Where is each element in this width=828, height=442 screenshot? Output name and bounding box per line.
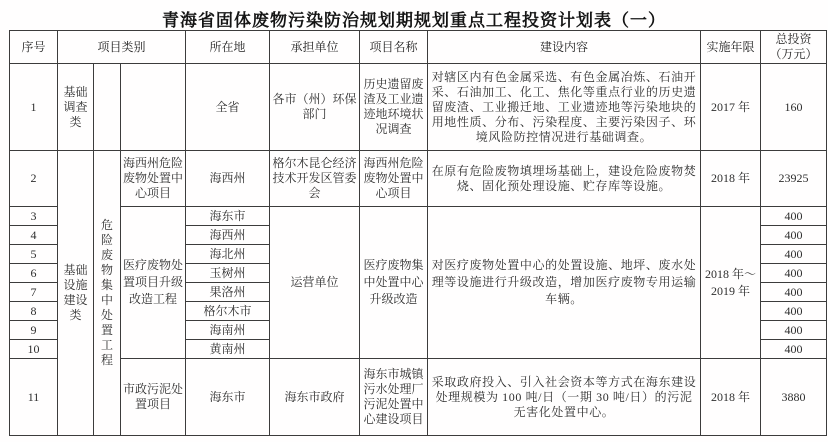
cell-years: 2017 年 [701,64,761,151]
cell-seq: 2 [10,151,58,207]
cell-location: 全省 [186,64,270,151]
cell-seq: 4 [10,226,58,245]
col-header-unit: 承担单位 [270,31,360,64]
cell-location: 果洛州 [186,283,270,302]
cell-seq: 6 [10,264,58,283]
cell-content: 对医疗废物处置中心的处置设施、地坪、废水处理等设施进行升级改造，增加医疗废物专用运输车辆。 [428,207,701,359]
col-header-investment-line1: 总投资 [775,32,812,46]
cell-investment: 400 [761,207,827,226]
cell-unit: 海东市政府 [270,359,360,436]
cell-category-sub: 医疗废物处置项目升级改造工程 [121,207,186,359]
cell-seq: 5 [10,245,58,264]
cell-location: 海北州 [186,245,270,264]
cell-investment: 160 [761,64,827,151]
cell-location: 海西州 [186,151,270,207]
cell-project: 海西州危险废物处置中心项目 [360,151,428,207]
cell-content: 对辖区内有色金属采选、有色金属冶炼、石油开采、石油加工、化工、焦化等重点行业的历史遗留废渣、工业搬迁地、工业遗迹地等污染地块的用地性质、分布、污染程度、主要污染因子、环境风险防控情况进行基础调查。 [428,64,701,151]
cell-seq: 10 [10,340,58,359]
table-row [10,207,827,226]
col-header-investment [761,31,827,64]
col-header-content: 建设内容 [428,31,701,64]
cell-seq: 1 [10,64,58,151]
cell-investment: 400 [761,264,827,283]
cell-category-empty [121,64,186,151]
investment-table [9,30,827,436]
col-header-category: 项目类别 [58,31,186,64]
cell-content: 采取政府投入、引入社会资本等方式在海东建设处理规模为 100 吨/日（一期 30 吨/日）的污泥无害化处置中心。 [428,359,701,436]
col-header-location: 所在地 [186,31,270,64]
cell-investment: 400 [761,226,827,245]
cell-location: 海南州 [186,321,270,340]
cell-unit: 各市（州）环保部门 [270,64,360,151]
cell-seq: 11 [10,359,58,436]
table-row [10,359,827,436]
cell-investment: 400 [761,302,827,321]
cell-category-sub: 市政污泥处置项目 [121,359,186,436]
cell-investment: 400 [761,245,827,264]
cell-location: 格尔木市 [186,302,270,321]
cell-seq: 7 [10,283,58,302]
cell-years: 2018 年 [701,359,761,436]
col-header-project: 项目名称 [360,31,428,64]
cell-category: 基础调查类 [58,64,94,151]
col-header-years: 实施年限 [701,31,761,64]
cell-content: 在原有危险废物填埋场基础上，建设危险废物焚烧、固化预处理设施、贮存库等设施。 [428,151,701,207]
cell-seq: 8 [10,302,58,321]
cell-years: 2018 年 [701,151,761,207]
cell-category-group1: 基础设施建设类 [58,151,94,436]
cell-seq: 3 [10,207,58,226]
cell-category-sub: 海西州危险废物处置中心项目 [121,151,186,207]
cell-location: 海西州 [186,226,270,245]
cell-investment: 400 [761,283,827,302]
cell-investment: 3880 [761,359,827,436]
cell-investment: 400 [761,340,827,359]
table-row [10,64,827,151]
page-title: 青海省固体废物污染防治规划期规划重点工程投资计划表（一） [162,11,666,30]
header-row [10,31,827,64]
cell-project: 医疗废物集中处置中心升级改造 [360,207,428,359]
cell-seq: 9 [10,321,58,340]
cell-category-group2: 危险废物集中处置工程 [94,151,121,436]
cell-investment: 23925 [761,151,827,207]
col-header-investment-line2: （万元） [769,47,818,61]
cell-category-empty [94,64,121,151]
cell-investment: 400 [761,321,827,340]
cell-unit: 运营单位 [270,207,360,359]
table-row [10,151,827,207]
cell-years: 2018 年～2019 年 [701,207,761,359]
cell-location: 海东市 [186,207,270,226]
cell-location: 海东市 [186,359,270,436]
cell-unit: 格尔木昆仑经济技术开发区管委会 [270,151,360,207]
col-header-seq: 序号 [10,31,58,64]
cell-location: 黄南州 [186,340,270,359]
cell-project: 海东市城镇污水处理厂污泥处置中心建设项目 [360,359,428,436]
cell-project: 历史遗留废渣及工业遗迹地环境状况调查 [360,64,428,151]
cell-location: 玉树州 [186,264,270,283]
